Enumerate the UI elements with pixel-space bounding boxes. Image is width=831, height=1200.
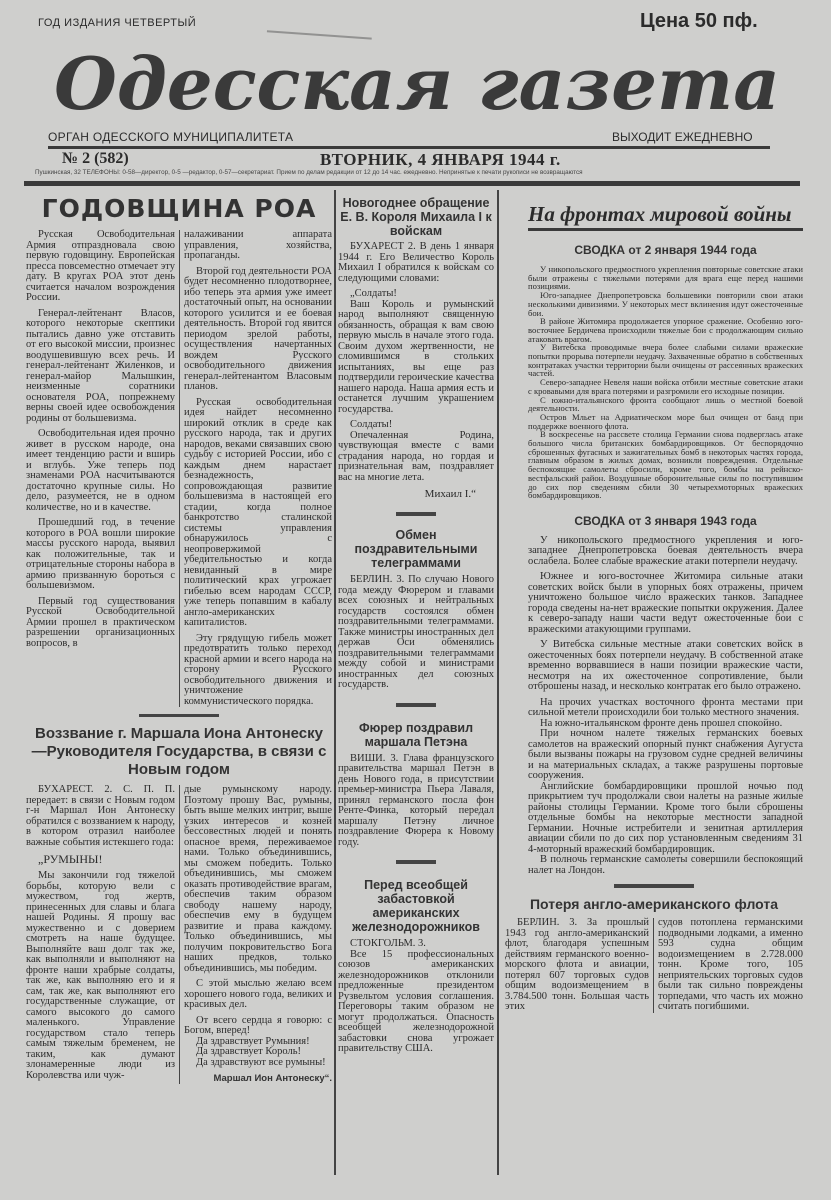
king-article (338, 242, 494, 500)
paragraph: В полночь германские самолеты совершили беспокоящий налет на Лондон. (528, 854, 803, 876)
paragraph: Да здравствует Король! (196, 1046, 302, 1057)
paragraph: Второй год деятельности РОА будет несомненно плодотворнее, ибо теперь эта армия уже имеет достаточный опыт, на основании которого усилится и ее боевая деятельность. Второй год явится периодом зрелой работы, осуществления начертанных вождем Русского освободительного движения генерал-лейтенантом Власовым планов. (184, 265, 332, 392)
king-signature: Михаил I.“ (424, 488, 476, 500)
section-divider (396, 860, 436, 864)
section-rule (528, 228, 803, 231)
paragraph: Юго-западнее Днепропетровска большевики повторили свои атаки несколькими дивизиями. У некоторых мест вклинения идут ожесточенные бои. (528, 290, 803, 318)
roa-column-1 (26, 230, 175, 707)
paragraph: „РУМЫНЫ! (38, 852, 103, 866)
paragraph: „Солдаты! (350, 288, 397, 299)
paragraph: У Витебска проводимые вчера более слабыми силами вражеские попытки прорыва потерпели неудачу. Захваченные обратно в собственных контратаках участки территории были очищены от рассеянных вражеских частей. (528, 342, 803, 379)
paragraph: Да здравствуют все румыны! (196, 1056, 326, 1068)
strike-article (338, 939, 494, 1055)
paragraph: БУХАРЕСТ 2. В день 1 января 1944 г. Его Величество Король Михаил I обратился к войскам со следующими словами: (338, 241, 494, 284)
edition-label: ГОД ИЗДАНИЯ ЧЕТВЕРТЫЙ (38, 17, 197, 29)
header-bottom-rule (24, 181, 800, 186)
paragraph: налаживании аппарата управления, хозяйства, пропаганды. (184, 229, 332, 261)
section-divider (396, 703, 436, 707)
left-section (26, 194, 332, 1084)
paragraph: Солдаты! (350, 419, 393, 430)
antonescu-headline: Воззвание г. Маршала Иона Антонеску —Руководителя Государства, в связи с Новым годом (31, 725, 327, 778)
paragraph: ВИШИ. 3. Глава французского правительства маршал Петэн в день Нового года, в присутствии премьер-министра Пьера Лаваля, принял германского посла фон Ренте-Финка, который передал маршалу Петэну личное поздравление Фюрера к Новому году. (338, 752, 494, 848)
roa-headline: ГОДОВЩИНА РОА (41, 194, 317, 223)
paragraph: Освободительная идея прочно живет в русском народе, она имеет тенденцию расти и вширь и вглубь. Уже теперь под знаменами РОА насчитываются достаточно крупные силы. Но дело, разумеется, не в одном количестве, но и в качестве. (26, 428, 175, 513)
issue-date: ВТОРНИК, 4 ЯНВАРЯ 1944 г. (320, 150, 561, 169)
fleet-columns (505, 918, 803, 1013)
middle-column (338, 196, 494, 1055)
paragraph: Русская освободительная идея найдет несомненно широкий отклик в среде как русского народа, так и других народов, веками связавших свою судьбу с историей России, ибо с каждым днем нарастает безнадежность, сопровождающая развитие большевизма в настоящей его стадии, когда полное банкротство сталинской системы управления обнаружилось с неопровержимой убедительностью и когда невиданный в мире политический крах угрожает гибелью всем народам СССР, уже теперь попавшим в кабалу англо-американских капиталистов. (184, 396, 332, 628)
report2-text (528, 536, 803, 877)
paragraph: судов потоплена германскими подводными лодками, а именно 593 судна общим водоизмещением в 2.728.000 тонн. Кроме того, 105 неприятельских торговых судов были так сильно повреждены торпедами, что часть их можно считать погибшими. (658, 917, 803, 1013)
fronts-section-title: На фронтах мировой войны (528, 202, 792, 226)
paragraph: У Витебска сильные местные атаки советских войск в ожесточенных боях потерпели неудачу. В собственной атаке временно ворвавшиеся в наши позиции вражеские части, несмотря на их ожесточенное сопротивление, были отброшены назад, и несколько контратак его было отражено. (528, 639, 803, 693)
antonescu-signature: Маршал Ион Антонеску“. (213, 1073, 332, 1084)
fleet-column-1 (505, 918, 649, 1013)
paragraph: БУХАРЕСТ. 2. С. П. П. передает: в связи с Новым годом г-н Маршал Ион Антонеску обратился с воззванием к народу, в котором отразил наиболее важные события истекшего года: (26, 784, 175, 848)
fleet-headline: Потеря англо-американского флота (529, 896, 779, 913)
telegrams-headline: Обмен поздравительными телеграммами (354, 528, 478, 570)
library-stamp (267, 0, 374, 40)
fleet-column-2 (653, 918, 803, 1013)
paragraph: Южнее и юго-восточнее Житомира сильные атаки советских войск были в упорных боях отражены, причем уничтожено большое число вражеских танков. Западнее города сведены на-нет вражеские попытки окружения. Далее к северо-западу наши части ведут ожесточенные бои с вражескими атакующими группами. (528, 571, 803, 635)
column-divider (497, 190, 499, 1175)
paragraph: У никопольского предмостного укрепления и юго-западнее Днепропетровска боевая деятельность вчера ослабела. Более слабые вражеские атаки потерпели неудачу. (528, 534, 803, 567)
paragraph: При ночном налете тяжелых германских боевых самолетов на вражеский опорный пункт снабжения Аугуста были вызваны пожары на грузовом судне средней величины и на материальных складах, а также разрушены портовые сооружения. (528, 728, 803, 782)
paragraph: Первый год существования Русской Освободительной Армии прошел в практическом разрешении организационных вопросов, в (26, 595, 175, 649)
masthead-rule (48, 146, 770, 149)
antonescu-column-2 (179, 785, 332, 1084)
paragraph: Русская Освободительная Армия отпраздновала свою первую годовщину. Европейская пресса повсеместно отмечает эту дату. В кругах РОА этот день считается началом возрождения России. (26, 229, 175, 303)
antonescu-column-1 (26, 785, 175, 1084)
paragraph: БЕРЛИН. 3. За прошлый 1943 год англо-американский флот, благодаря успешным действиям германского военно-морского флота и авиации, потерял 607 торговых судов общим водоизмещением в 3.784.500 тонн. Большая часть этих (505, 917, 649, 1013)
frequency-label: ВЫХОДИТ ЕЖЕДНЕВНО (612, 130, 753, 144)
dateline: СТОКГОЛЬМ. 3. (350, 938, 426, 949)
paragraph: В районе Житомира продолжается упорное сражение. Особенно юго-восточнее Бердичева происходили тяжелые бои с продолжающим сильно атаковать врагом. (528, 316, 803, 344)
organ-label: ОРГАН ОДЕССКОГО МУНИЦИПАЛИТЕТА (48, 130, 294, 144)
petain-headline: Фюрер поздравил маршала Петэна (358, 720, 474, 749)
contacts-line: Пушкинская, 32 ТЕЛЕФОНЫ: 0-58—директор, 0-5 —редактор, 0-57—секретариат. Прием по делам редакции от 12 до 14 час. ежедневно. Непринятые к печати рукописи не возвращаются (35, 169, 583, 176)
paragraph: Опечаленная Родина, чувствующая вместе с вами страдания народа, но гордая и признательная вам, поздравляет вас на многие лета. (338, 429, 494, 483)
telegrams-article (338, 575, 494, 691)
paragraph: БЕРЛИН. 3. По случаю Нового года между Фюрером и главами всех союзных и нейтральных государств состоялся обмен поздравительными телеграммами. Также министры иностранных дел держав Оси обменялись поздравительными телеграммами между собой и министрами иностранных дел союзных государств. (338, 574, 494, 690)
section-divider (139, 714, 219, 717)
petain-article (338, 754, 494, 849)
report1-text (528, 265, 803, 500)
issue-number: № 2 (582) (62, 150, 129, 167)
strike-headline: Перед всеобщей забастовкой американских железнодорожников (352, 878, 480, 934)
paragraph: Да здравствует Румыния! (196, 1035, 310, 1047)
paragraph: На южно-итальянском фронте день прошел спокойно. (540, 717, 783, 729)
report2-title: СВОДКА от 3 января 1943 года (574, 513, 757, 528)
section-divider (614, 884, 694, 888)
antonescu-columns (26, 785, 332, 1084)
report1-title: СВОДКА от 2 января 1944 года (574, 243, 757, 257)
paragraph: В воскресенье на рассвете столица Германии снова подверглась атаке большого числа британских бомбардировщиков. От беспорядочно сброшенных фугасных и зажигательных бомб в некоторых частях города, главным образом в жилых домах, возникли повреждения. Отдельные беспокоящие самолеты сбросили, кроме того, бомбы на рейнско-вестфальский район. Воздушные оборонительные силы по поступившим до сих пор сведениям сбили 30 четырехмоторных вражеских бомбардировщиков. (528, 429, 803, 501)
paragraph: Мы закончили год тяжелой борьбы, которую вели с мужеством, год жертв, принесенных для славы и блага нашей Родины. Я прошу вас мужественно и с доверием смотреть на наше будущее. Выполняйте ваш долг так же, как выполняли и выполняют на фронте наши храбрые солдаты, так же, как выполняю его и я сам, так же, как выполняют его государственные служащие, от самого высокого до самого маленького. Управление государством стало теперь самым тяжелым бременем, не таким, как думают злонамеренные люди из Королевства или чуж- (26, 870, 175, 1081)
paragraph: Английские бомбардировщики прошлой ночью под прикрытием туч продолжали свои налеты на разные жилые районы столицы Германии. Кроме того были сброшены отдельные бомбы на некоторые местности западной Германии. Ночные истребители и зенитная артиллерия авиации сбили по до сих пор установленным сведениям 31 4-моторный вражеский бомбардировщик. (528, 780, 803, 855)
section-divider (396, 512, 436, 516)
paragraph: С этой мыслью желаю всем хорошего нового года, великих и красивых дел. (184, 978, 332, 1010)
paragraph: дые румынскому народу. Поэтому прошу Вас, румыны, быть выше мелких интриг, выше узких интересов и козней бессовестных людей и понять опасное время, переживаемое нами. Только объединившись, мы сможем победить. Только объединившись, мы сможем оказать противодействие врагам, обеспечив таким образом свободу нашему народу, обеспечив ему в будущем развитие и права каждому. Только объединившись, мы получим покровительство Бога наших предков, только объединившись, мы победим. (184, 784, 332, 974)
king-headline: Новогоднее обращение Е. В. Короля Михаила I к войскам (340, 196, 492, 238)
paragraph: Прошедший год, в течение которого в РОА вошли широкие массы русского народа, выявил как положительные, так и отрицательные стороны набора в армию призванную бороться с большевизмом. (26, 517, 175, 591)
paragraph: Эту грядущую гибель может предотвратить только переход красной армии и всего народа на сторону Русского освободительного движения и уничтожение коммунистического порядка. (184, 632, 332, 707)
paragraph: Северо-западнее Невеля наши войска отбили местные советские атаки с кровавыми для врага потерями и разгромили его исходные позиции. (528, 377, 803, 396)
column-divider (334, 190, 336, 1175)
paragraph: С южно-итальянского фронта сообщают лишь о местной боевой деятельности. (528, 394, 803, 414)
roa-columns (26, 230, 332, 707)
paragraph: У никопольского предмостного укрепления повторные советские атаки были отражены с тяжелыми потерями для врага еще перед нашими позициями. (528, 264, 803, 292)
newspaper-title: Одесская газета (54, 41, 780, 126)
price-label: Цена 50 пф. (640, 10, 758, 32)
paragraph: Все 15 профессиональных союзов американских железнодорожников отклонили предложенные президентом Рузвельтом условия соглашения. Переговоры таким образом не могут продолжаться. Опасность всеобщей железнодорожной забастовки снова угрожает правительству США. (338, 948, 494, 1054)
paragraph: Ваш Король и румынский народ выполняют священную обязанность, обращая к вам свою первую мысль в начале этого года. Своим духом жертвенности, не сломившимся в стольких испытаниях, вы еще раз подтвердили героические качества нашего народа. Наша армия есть и останется лучшим украшением государства. (338, 298, 494, 415)
roa-column-2 (179, 230, 332, 707)
paragraph: Остров Мльет на Адриатическом море был очищен от банд при поддержке военного флота. (528, 411, 803, 431)
paragraph: Генерал-лейтенант Власов, которого некоторые скептики пытались давно уже отставить от его высокой миссии, произнес воодушевившую всех речь. И генерал-лейтенант Жиленков, и генерал-майор Малышкин, неизменные соратники основателя РОА, попрежнему верны своей идее освобождения родины от большевизма. (26, 307, 175, 424)
paragraph: От всего сердца я говорю: с Богом, вперед! (184, 1014, 332, 1036)
paragraph: На прочих участках восточного фронта местами при сильной метели происходили бои только местного значения. (528, 696, 803, 719)
right-column (505, 200, 803, 1013)
